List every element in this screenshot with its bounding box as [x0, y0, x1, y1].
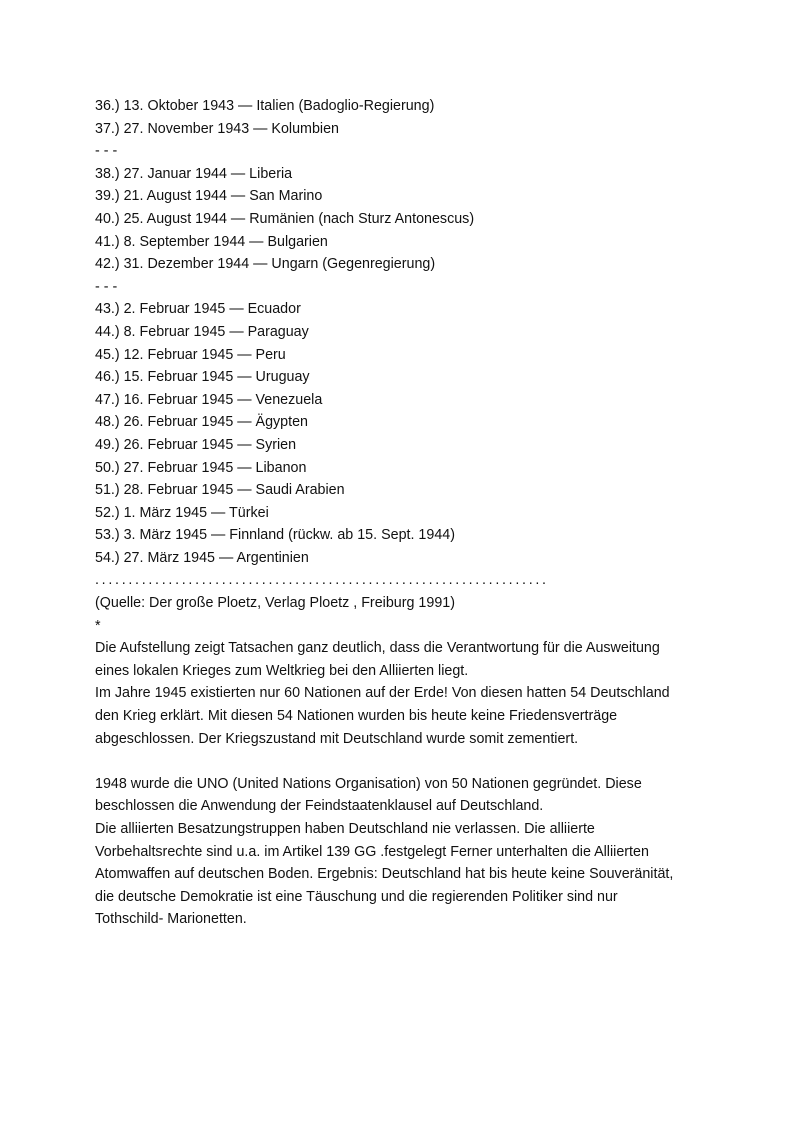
- document-page: [95, 95, 735, 931]
- list-item: 49.) 26. Februar 1945 — Syrien: [95, 436, 297, 453]
- source-citation: (Quelle: Der große Ploetz, Verlag Ploetz , Freiburg 1991): [95, 595, 455, 612]
- nation-list: [95, 95, 735, 569]
- paragraph-line: 1948 wurde die UNO (United Nations Organisation) von 50 Nationen gegründet. Diese: [95, 775, 642, 792]
- list-item: 46.) 15. Februar 1945 — Uruguay: [95, 369, 310, 386]
- list-item: 50.) 27. Februar 1945 — Libanon: [95, 459, 307, 476]
- list-item: 39.) 21. August 1944 — San Marino: [95, 188, 323, 205]
- paragraph-line: beschlossen die Anwendung der Feindstaatenklausel auf Deutschland.: [95, 798, 544, 815]
- list-item: 44.) 8. Februar 1945 — Paraguay: [95, 323, 309, 340]
- list-item: 48.) 26. Februar 1945 — Ägypten: [95, 414, 308, 431]
- list-item: 38.) 27. Januar 1944 — Liberia: [95, 165, 293, 182]
- dotted-divider: ....................................................................: [95, 572, 549, 589]
- list-item: 53.) 3. März 1945 — Finnland (rückw. ab 15. Sept. 1944): [95, 527, 455, 544]
- list-item: 47.) 16. Februar 1945 — Venezuela: [95, 391, 323, 408]
- list-item: 52.) 1. März 1945 — Türkei: [95, 504, 269, 521]
- asterisk-marker: *: [95, 617, 101, 634]
- separator: - - -: [95, 143, 118, 160]
- paragraph-line: Die alliierten Besatzungstruppen haben Deutschland nie verlassen. Die alliierte: [95, 821, 595, 837]
- paragraph-1: [95, 637, 735, 750]
- paragraph-line: Tothschild- Marionetten.: [95, 911, 247, 928]
- list-item: 51.) 28. Februar 1945 — Saudi Arabien: [95, 482, 345, 499]
- paragraph-line: Atomwaffen auf deutschen Boden. Ergebnis: Deutschland hat bis heute keine Souveränität,: [95, 866, 674, 883]
- paragraph-line: abgeschlossen. Der Kriegszustand mit Deutschland wurde somit zementiert.: [95, 730, 579, 747]
- list-item: 40.) 25. August 1944 — Rumänien (nach Sturz Antonescus): [95, 210, 475, 227]
- list-item: 37.) 27. November 1943 — Kolumbien: [95, 120, 339, 137]
- paragraph-2: [95, 773, 735, 931]
- paragraph-line: den Krieg erklärt. Mit diesen 54 Nationen wurden bis heute keine Friedensverträge: [95, 708, 618, 725]
- paragraph-line: die deutsche Demokratie ist eine Täuschung und die regierenden Politiker sind nur: [95, 888, 618, 905]
- paragraph-spacer: [95, 750, 735, 773]
- list-item: 36.) 13. Oktober 1943 — Italien (Badoglio-Regierung): [95, 98, 435, 114]
- list-item: 54.) 27. März 1945 — Argentinien: [95, 549, 309, 566]
- list-item: 42.) 31. Dezember 1944 — Ungarn (Gegenregierung): [95, 256, 436, 273]
- paragraph-line: Vorbehaltsrechte sind u.a. im Artikel 139 GG .festgelegt Ferner unterhalten die Alliierten: [95, 843, 649, 860]
- paragraph-line: Die Aufstellung zeigt Tatsachen ganz deutlich, dass die Verantwortung für die Ausweitung: [95, 640, 660, 657]
- list-item: 41.) 8. September 1944 — Bulgarien: [95, 233, 328, 250]
- separator: - - -: [95, 278, 118, 295]
- list-item: 45.) 12. Februar 1945 — Peru: [95, 346, 286, 363]
- list-item: 43.) 2. Februar 1945 — Ecuador: [95, 301, 301, 318]
- paragraph-line: eines lokalen Krieges zum Weltkrieg bei den Alliierten liegt.: [95, 662, 469, 679]
- paragraph-line: Im Jahre 1945 existierten nur 60 Nationen auf der Erde! Von diesen hatten 54 Deutschland: [95, 685, 670, 702]
